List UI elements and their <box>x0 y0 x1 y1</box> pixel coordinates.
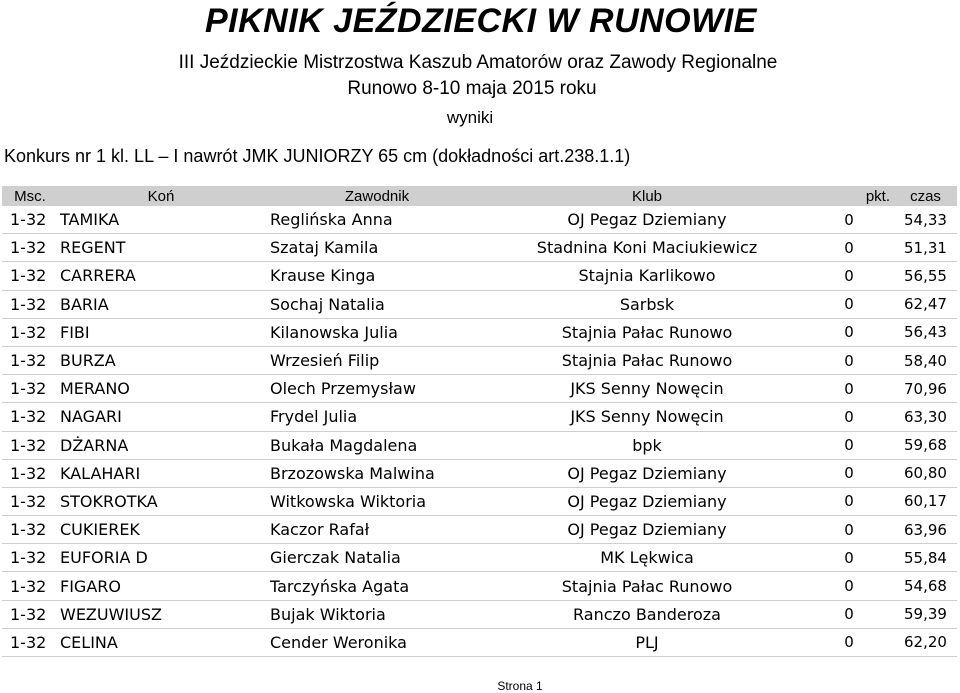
cell-rider: Frydel Julia <box>264 403 490 431</box>
cell-place: 1-32 <box>2 600 58 628</box>
cell-club: PLJ <box>490 628 804 656</box>
cell-horse: TAMIKA <box>58 206 264 234</box>
table-row <box>2 544 957 572</box>
cell-horse: CELINA <box>58 628 264 656</box>
cell-time: 60,80 <box>894 459 957 487</box>
cell-rider: Sochaj Natalia <box>264 290 490 318</box>
cell-club: OJ Pegaz Dziemiany <box>490 487 804 515</box>
table-row <box>2 487 957 515</box>
cell-rider: Tarczyńska Agata <box>264 572 490 600</box>
cell-club: MK Lękwica <box>490 544 804 572</box>
cell-time: 59,68 <box>894 431 957 459</box>
cell-horse: CUKIEREK <box>58 516 264 544</box>
cell-time: 55,84 <box>894 544 957 572</box>
cell-rider: Kilanowska Julia <box>264 318 490 346</box>
cell-points: 0 <box>804 234 894 262</box>
cell-time: 59,39 <box>894 600 957 628</box>
cell-rider: Olech Przemysław <box>264 375 490 403</box>
header-place: Msc. <box>2 186 58 206</box>
cell-club: Stajnia Pałac Runowo <box>490 346 804 374</box>
cell-time: 62,20 <box>894 628 957 656</box>
cell-points: 0 <box>804 459 894 487</box>
cell-place: 1-32 <box>2 262 58 290</box>
cell-rider: Bukała Magdalena <box>264 431 490 459</box>
cell-horse: FIGARO <box>58 572 264 600</box>
cell-horse: REGENT <box>58 234 264 262</box>
contest-heading: Konkurs nr 1 kl. LL – I nawrót JMK JUNIORZY 65 cm (dokładności art.238.1.1) <box>4 146 631 166</box>
header-club: Klub <box>490 186 804 206</box>
cell-time: 62,47 <box>894 290 957 318</box>
cell-place: 1-32 <box>2 375 58 403</box>
cell-club: JKS Senny Nowęcin <box>490 403 804 431</box>
cell-horse: NAGARI <box>58 403 264 431</box>
cell-horse: CARRERA <box>58 262 264 290</box>
cell-club: Stajnia Pałac Runowo <box>490 572 804 600</box>
page-title: PIKNIK JEŹDZIECKI W RUNOWIE <box>205 2 757 40</box>
cell-horse: BARIA <box>58 290 264 318</box>
cell-rider: Bujak Wiktoria <box>264 600 490 628</box>
cell-time: 51,31 <box>894 234 957 262</box>
cell-time: 63,96 <box>894 516 957 544</box>
event-date: Runowo 8-10 maja 2015 roku <box>347 78 597 99</box>
cell-rider: Gierczak Natalia <box>264 544 490 572</box>
event-subtitle: III Jeździeckie Mistrzostwa Kaszub Amatorów oraz Zawody Regionalne <box>178 52 778 73</box>
cell-place: 1-32 <box>2 516 58 544</box>
cell-points: 0 <box>804 600 894 628</box>
cell-points: 0 <box>804 262 894 290</box>
cell-place: 1-32 <box>2 487 58 515</box>
table-row <box>2 290 957 318</box>
cell-club: Stajnia Karlikowo <box>490 262 804 290</box>
header-rider: Zawodnik <box>264 186 490 206</box>
table-row <box>2 628 957 656</box>
cell-horse: FIBI <box>58 318 264 346</box>
cell-time: 54,33 <box>894 206 957 234</box>
cell-time: 63,30 <box>894 403 957 431</box>
cell-horse: MERANO <box>58 375 264 403</box>
table-row <box>2 346 957 374</box>
page-footer: Strona 1 <box>497 679 543 693</box>
cell-points: 0 <box>804 318 894 346</box>
cell-rider: Wrzesień Filip <box>264 346 490 374</box>
cell-points: 0 <box>804 290 894 318</box>
cell-place: 1-32 <box>2 346 58 374</box>
cell-rider: Krause Kinga <box>264 262 490 290</box>
cell-points: 0 <box>804 346 894 374</box>
cell-points: 0 <box>804 544 894 572</box>
cell-club: Stajnia Pałac Runowo <box>490 318 804 346</box>
table-row <box>2 262 957 290</box>
cell-points: 0 <box>804 431 894 459</box>
cell-club: bpk <box>490 431 804 459</box>
cell-time: 56,43 <box>894 318 957 346</box>
cell-rider: Witkowska Wiktoria <box>264 487 490 515</box>
cell-place: 1-32 <box>2 544 58 572</box>
table-row <box>2 375 957 403</box>
cell-club: OJ Pegaz Dziemiany <box>490 459 804 487</box>
cell-place: 1-32 <box>2 403 58 431</box>
cell-club: OJ Pegaz Dziemiany <box>490 516 804 544</box>
cell-club: OJ Pegaz Dziemiany <box>490 206 804 234</box>
table-row <box>2 459 957 487</box>
cell-place: 1-32 <box>2 318 58 346</box>
cell-horse: KALAHARI <box>58 459 264 487</box>
cell-horse: BURZA <box>58 346 264 374</box>
cell-place: 1-32 <box>2 290 58 318</box>
cell-club: Stadnina Koni Maciukiewicz <box>490 234 804 262</box>
cell-club: JKS Senny Nowęcin <box>490 375 804 403</box>
table-row <box>2 572 957 600</box>
cell-points: 0 <box>804 375 894 403</box>
table-header-row <box>2 186 957 206</box>
cell-club: Ranczo Banderoza <box>490 600 804 628</box>
cell-rider: Brzozowska Malwina <box>264 459 490 487</box>
table-row <box>2 516 957 544</box>
cell-time: 58,40 <box>894 346 957 374</box>
header-time: czas <box>894 186 957 206</box>
cell-place: 1-32 <box>2 628 58 656</box>
cell-time: 54,68 <box>894 572 957 600</box>
table-row <box>2 431 957 459</box>
header-points: pkt. <box>804 186 894 206</box>
cell-horse: EUFORIA D <box>58 544 264 572</box>
table-row <box>2 318 957 346</box>
cell-place: 1-32 <box>2 206 58 234</box>
cell-rider: Cender Weronika <box>264 628 490 656</box>
cell-rider: Reglińska Anna <box>264 206 490 234</box>
cell-points: 0 <box>804 487 894 515</box>
cell-place: 1-32 <box>2 234 58 262</box>
table-row <box>2 600 957 628</box>
cell-club: Sarbsk <box>490 290 804 318</box>
results-table <box>2 186 957 657</box>
cell-time: 60,17 <box>894 487 957 515</box>
cell-horse: DŻARNA <box>58 431 264 459</box>
cell-rider: Kaczor Rafał <box>264 516 490 544</box>
results-label: wyniki <box>446 108 494 127</box>
cell-horse: STOKROTKA <box>58 487 264 515</box>
header-horse: Koń <box>58 186 264 206</box>
cell-points: 0 <box>804 206 894 234</box>
table-row <box>2 403 957 431</box>
cell-place: 1-32 <box>2 572 58 600</box>
cell-time: 70,96 <box>894 375 957 403</box>
table-row <box>2 234 957 262</box>
cell-place: 1-32 <box>2 459 58 487</box>
cell-points: 0 <box>804 572 894 600</box>
table-row <box>2 206 957 234</box>
cell-horse: WEZUWIUSZ <box>58 600 264 628</box>
cell-points: 0 <box>804 403 894 431</box>
cell-points: 0 <box>804 628 894 656</box>
cell-rider: Szataj Kamila <box>264 234 490 262</box>
cell-place: 1-32 <box>2 431 58 459</box>
cell-points: 0 <box>804 516 894 544</box>
cell-time: 56,55 <box>894 262 957 290</box>
